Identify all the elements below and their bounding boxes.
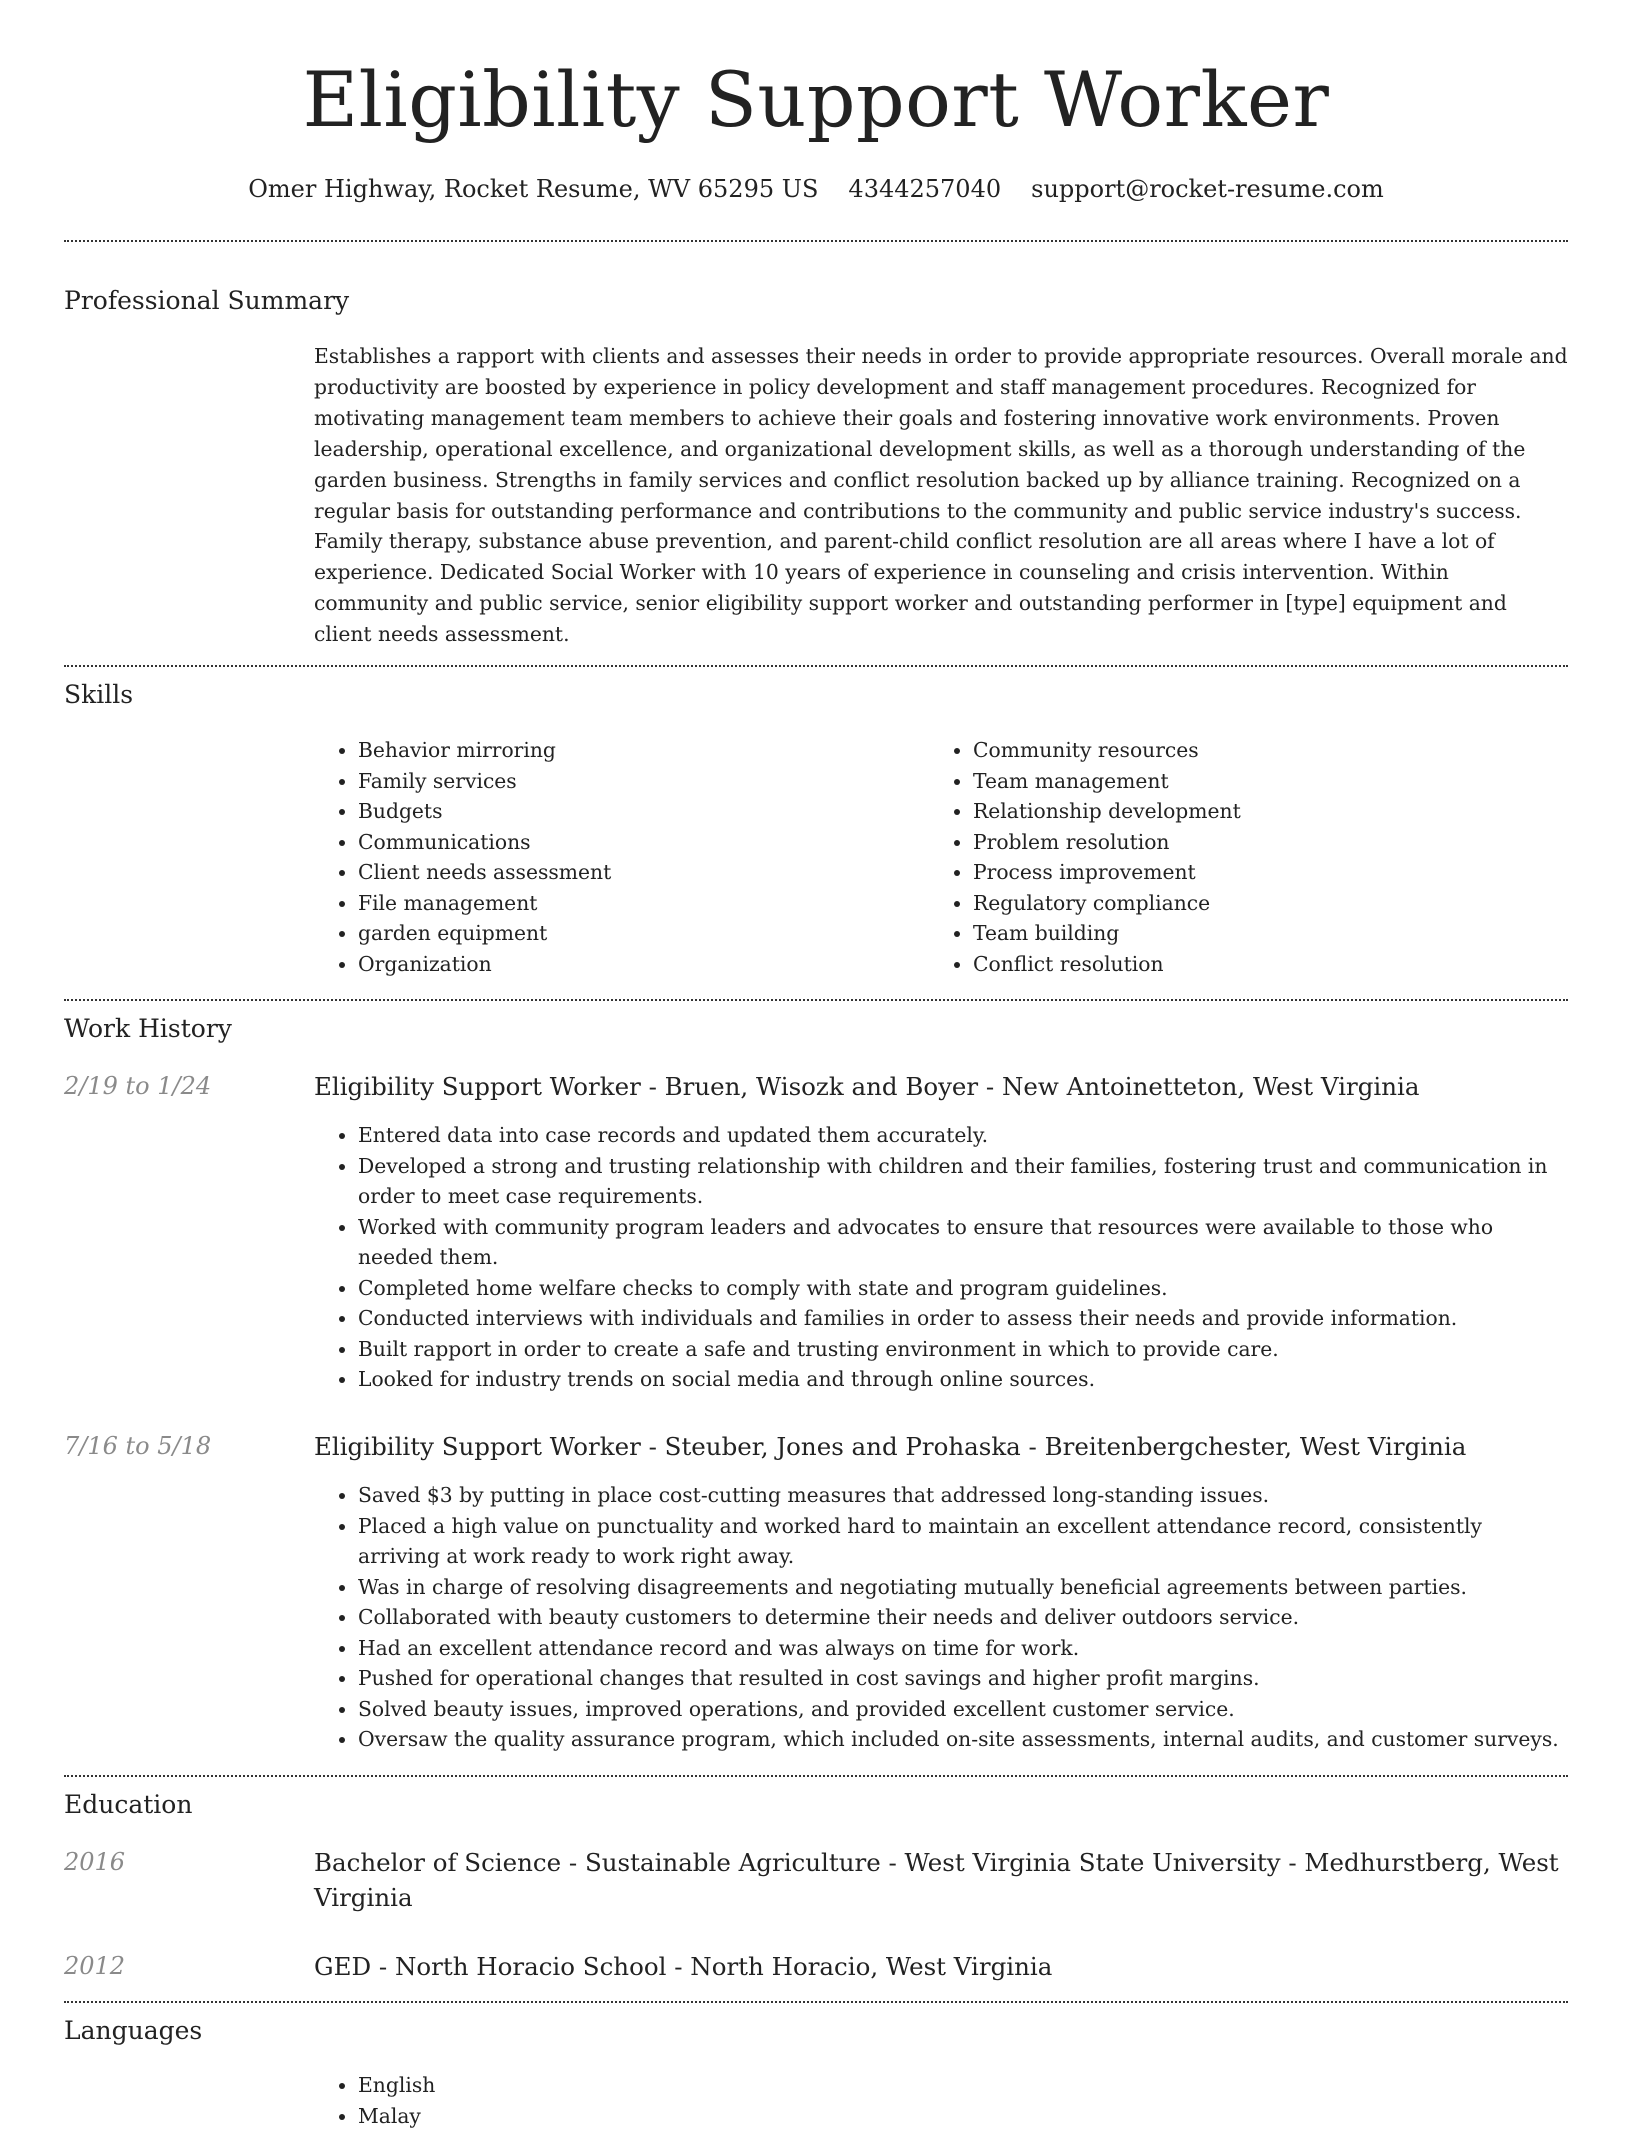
skill-item: • Process improvement	[973, 857, 1529, 888]
contact-address: Omer Highway, Rocket Resume, WV 65295 US	[248, 175, 818, 203]
contact-email: support@rocket-resume.com	[1031, 175, 1384, 203]
summary-heading: Professional Summary	[64, 284, 349, 318]
education-entry: GED - North Horacio School - North Horacio, West Virginia	[314, 1949, 1568, 1984]
skills-list-right	[929, 735, 1529, 979]
languages-heading: Languages	[64, 2014, 202, 2048]
skill-item: • Team building	[973, 918, 1529, 949]
skill-item: • Behavior mirroring	[358, 735, 914, 766]
job-bullet: • Oversaw the quality assurance program, which included on-site assessments, internal audits, and customer surveys.	[358, 1724, 1568, 1755]
skill-item: • Team management	[973, 766, 1529, 797]
job-bullet: • Entered data into case records and updated them accurately.	[358, 1120, 1568, 1151]
job-dates: 2/19 to 1/24	[64, 1069, 211, 1103]
job-heading: Eligibility Support Worker - Steuber, Jones and Prohaska - Breitenbergchester, West Virginia	[314, 1429, 1568, 1464]
job-bullet: • Saved $3 by putting in place cost-cutting measures that addressed long-standing issues.	[358, 1480, 1568, 1511]
job-bullet: • Built rapport in order to create a safe and trusting environment in which to provide care.	[358, 1334, 1568, 1365]
job-bullet: • Collaborated with beauty customers to determine their needs and deliver outdoors service.	[358, 1602, 1568, 1633]
skill-item: • File management	[358, 888, 914, 919]
contact-line	[0, 172, 1632, 206]
job-bullet: • Looked for industry trends on social media and through online sources.	[358, 1364, 1568, 1395]
divider	[64, 1775, 1568, 1777]
resume-title: Eligibility Support Worker	[0, 50, 1632, 150]
divider	[64, 665, 1568, 667]
skill-item: • Communications	[358, 827, 914, 858]
job-dates: 7/16 to 5/18	[64, 1429, 211, 1463]
skill-item: • Problem resolution	[973, 827, 1529, 858]
skill-item: • Budgets	[358, 796, 914, 827]
skill-item: • Organization	[358, 949, 914, 980]
job-bullets	[314, 1480, 1568, 1755]
skill-item: • garden equipment	[358, 918, 914, 949]
divider	[64, 240, 1568, 242]
skills-heading: Skills	[64, 678, 133, 712]
education-heading: Education	[64, 1788, 192, 1822]
job-bullet: • Completed home welfare checks to comply with state and program guidelines.	[358, 1273, 1568, 1304]
education-year: 2012	[64, 1949, 125, 1983]
work-heading: Work History	[64, 1012, 232, 1046]
languages-list	[314, 2070, 1568, 2131]
job-heading: Eligibility Support Worker - Bruen, Wisozk and Boyer - New Antoinetteton, West Virginia	[314, 1069, 1568, 1104]
skill-item: • Regulatory compliance	[973, 888, 1529, 919]
education-year: 2016	[64, 1845, 125, 1879]
skill-item: • Relationship development	[973, 796, 1529, 827]
contact-phone: 4344257040	[848, 175, 1001, 203]
skill-item: • Family services	[358, 766, 914, 797]
skills-list-left	[314, 735, 914, 979]
job-bullet: • Conducted interviews with individuals and families in order to assess their needs and provide information.	[358, 1303, 1568, 1334]
skill-item: • Conflict resolution	[973, 949, 1529, 980]
job-bullet: • Solved beauty issues, improved operations, and provided excellent customer service.	[358, 1694, 1568, 1725]
job-bullet: • Placed a high value on punctuality and worked hard to maintain an excellent attendance record, consistently arriving at work ready to work right away.	[358, 1511, 1568, 1572]
summary-block	[314, 341, 1568, 650]
divider	[64, 2001, 1568, 2003]
divider	[64, 999, 1568, 1001]
education-entry: Bachelor of Science - Sustainable Agriculture - West Virginia State University - Medhurstberg, West Virginia	[314, 1845, 1568, 1915]
job-bullet: • Was in charge of resolving disagreements and negotiating mutually beneficial agreements between parties.	[358, 1572, 1568, 1603]
skill-item: • Client needs assessment	[358, 857, 914, 888]
job-bullet: • Developed a strong and trusting relationship with children and their families, fostering trust and communication in order to meet case requirements.	[358, 1151, 1568, 1212]
skill-item: • Community resources	[973, 735, 1529, 766]
job-bullet: • Pushed for operational changes that resulted in cost savings and higher profit margins.	[358, 1663, 1568, 1694]
language-item: • Malay	[358, 2101, 1568, 2131]
job-bullets	[314, 1120, 1568, 1395]
language-item: • English	[358, 2070, 1568, 2101]
job-bullet: • Had an excellent attendance record and was always on time for work.	[358, 1633, 1568, 1664]
summary-text: Establishes a rapport with clients and assesses their needs in order to provide appropriate resources. Overall morale and productivity are boosted by experience in policy development and staff management procedures. Recognized for motivating management team members to achieve their goals and fostering innovative work environments. Proven leadership, operational excellence, and organizational development skills, as well as a thorough understanding of the garden business. Strengths in family services and conflict resolution backed up by alliance training. Recognized on a regular basis for outstanding performance and contributions to the community and public service industry's success. Family therapy, substance abuse prevention, and parent-child conflict resolution are all areas where I have a lot of experience. Dedicated Social Worker with 10 years of experience in counseling and crisis intervention. Within community and public service, senior eligibility support worker and outstanding performer in [type] equipment and client needs assessment.	[314, 341, 1568, 650]
job-bullet: • Worked with community program leaders and advocates to ensure that resources were available to those who needed them.	[358, 1212, 1568, 1273]
